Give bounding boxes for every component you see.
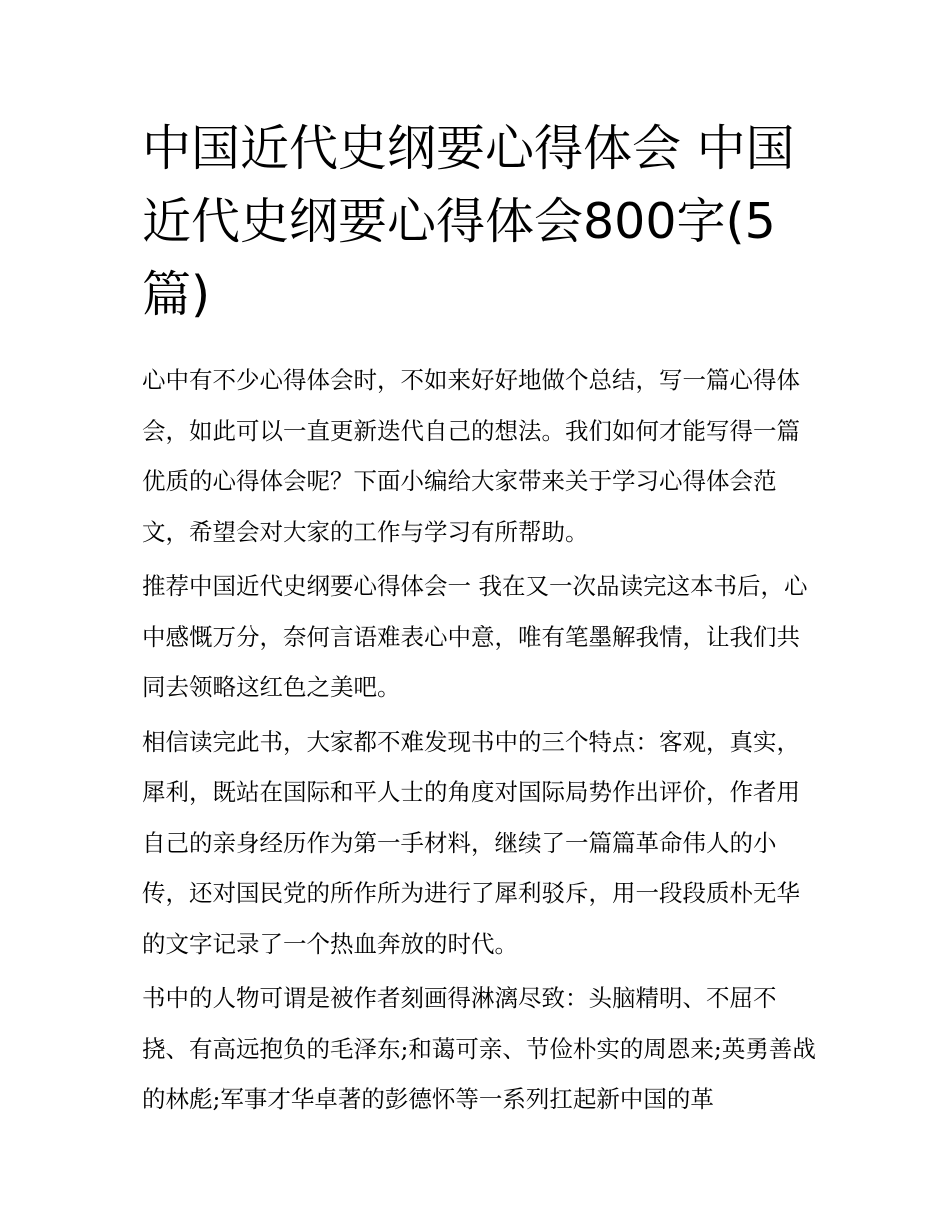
document-body (142, 355, 818, 1129)
page-title: 中国近代史纲要心得体会 中国近代史纲要心得体会800字(5篇) (142, 120, 795, 323)
paragraph-recommend: 推荐中国近代史纲要心得体会一 我在又一次品读完这本书后，心中感慨万分，奈何言语难表心中意，唯有笔墨解我情，让我们共同去领略这红色之美吧。 (142, 572, 808, 701)
paragraph-characters: 书中的人物可谓是被作者刻画得淋漓尽致：头脑精明、不屈不挠、有高远抱负的毛泽东;和蔼可亲、节俭朴实的周恩来;英勇善战的林彪;军事才华卓著的彭德怀等一系列扛起新中国的革 (142, 984, 816, 1113)
paragraph-features: 相信读完此书，大家都不难发现书中的三个特点：客观，真实，犀利，既站在国际和平人士的角度对国际局势作出评价，作者用自己的亲身经历作为第一手材料，继续了一篇篇革命伟人的小传，还对国民党的所作所为进行了犀利驳斥，用一段段质朴无华的文字记录了一个热血奔放的时代。 (142, 727, 800, 958)
paragraph-intro: 心中有不少心得体会时，不如来好好地做个总结，写一篇心得体会，如此可以一直更新迭代自己的想法。我们如何才能写得一篇优质的心得体会呢？下面小编给大家带来关于学习心得体会范文，希望会对大家的工作与学习有所帮助。 (142, 366, 800, 546)
